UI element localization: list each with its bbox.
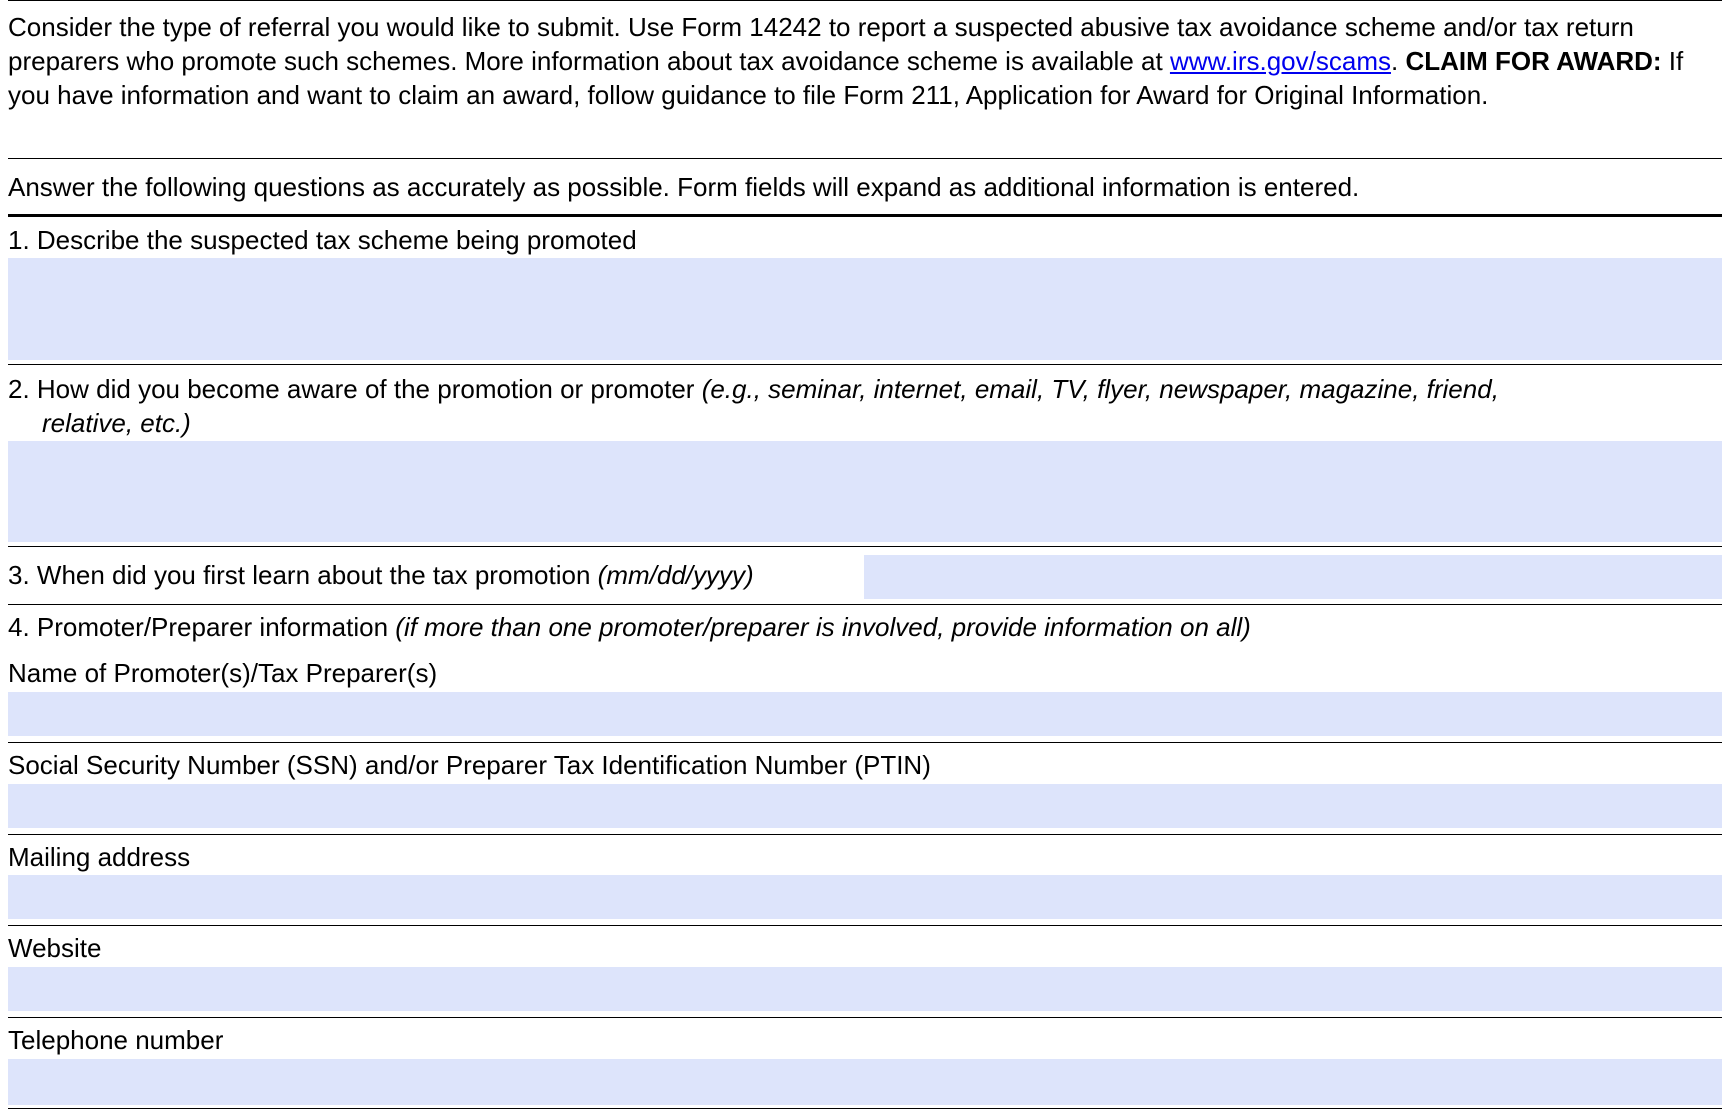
q3-label-main: 3. When did you first learn about the tax promotion	[8, 560, 598, 590]
q2-awareness-field[interactable]	[8, 441, 1722, 542]
q2-divider	[8, 546, 1722, 547]
q4-label-hint: (if more than one promoter/preparer is involved, provide information on all)	[395, 612, 1251, 642]
q2-label-line1	[8, 372, 1499, 406]
top-rule	[8, 0, 1722, 1]
website-field[interactable]	[8, 967, 1722, 1011]
ssn-ptin-divider	[8, 834, 1722, 835]
q2-label-examples: (e.g., seminar, internet, email, TV, flyer, newspaper, magazine, friend,	[701, 374, 1499, 404]
intro-text-1: Consider the type of referral you would like to submit. Use Form 14242 to report a suspected abusive tax avoidance scheme and/or tax return preparers who promote such schemes. More information about tax avoidance scheme is available at	[8, 12, 1634, 76]
website-divider	[8, 1017, 1722, 1018]
q3-date-field[interactable]	[864, 555, 1722, 599]
telephone-label: Telephone number	[8, 1025, 224, 1055]
intro-text-2: .	[1390, 46, 1406, 76]
promoter-name-label: Name of Promoter(s)/Tax Preparer(s)	[8, 658, 438, 688]
q1-scheme-description-field[interactable]	[8, 258, 1722, 360]
q2-label-line2	[42, 406, 191, 440]
instructions-divider	[8, 214, 1722, 217]
q4-label	[8, 610, 1251, 644]
claim-for-award-heading: CLAIM FOR AWARD:	[1405, 46, 1662, 76]
q2-label-examples-cont: relative, etc.)	[42, 408, 191, 438]
ssn-ptin-label: Social Security Number (SSN) and/or Preparer Tax Identification Number (PTIN)	[8, 750, 931, 780]
telephone-field[interactable]	[8, 1059, 1722, 1105]
q3-label	[8, 558, 754, 592]
form-page	[8, 0, 1722, 1112]
q1-divider	[8, 364, 1722, 365]
mailing-address-field[interactable]	[8, 875, 1722, 919]
q3-divider	[8, 604, 1722, 605]
irs-scams-link[interactable]: www.irs.gov/scams	[1169, 46, 1391, 76]
intro-divider	[8, 158, 1722, 159]
q4-label-main: 4. Promoter/Preparer information	[8, 612, 396, 642]
promoter-name-divider	[8, 742, 1722, 743]
q3-date-format-hint: (mm/dd/yyyy)	[597, 560, 754, 590]
intro-text-3: If you have information and want to claim an award, follow guidance to file Form 211, Application for Award for Original Information.	[8, 46, 1684, 110]
telephone-divider	[8, 1108, 1722, 1109]
mailing-address-label: Mailing address	[8, 842, 191, 872]
mailing-address-divider	[8, 925, 1722, 926]
promoter-name-field[interactable]	[8, 692, 1722, 736]
website-label: Website	[8, 933, 102, 963]
q2-label-main: 2. How did you become aware of the promotion or promoter	[8, 374, 702, 404]
q1-label: 1. Describe the suspected tax scheme being promoted	[8, 225, 637, 255]
ssn-ptin-field[interactable]	[8, 784, 1722, 828]
instructions-text: Answer the following questions as accurately as possible. Form fields will expand as additional information is entered.	[8, 172, 1360, 202]
intro-paragraph	[8, 10, 1724, 112]
